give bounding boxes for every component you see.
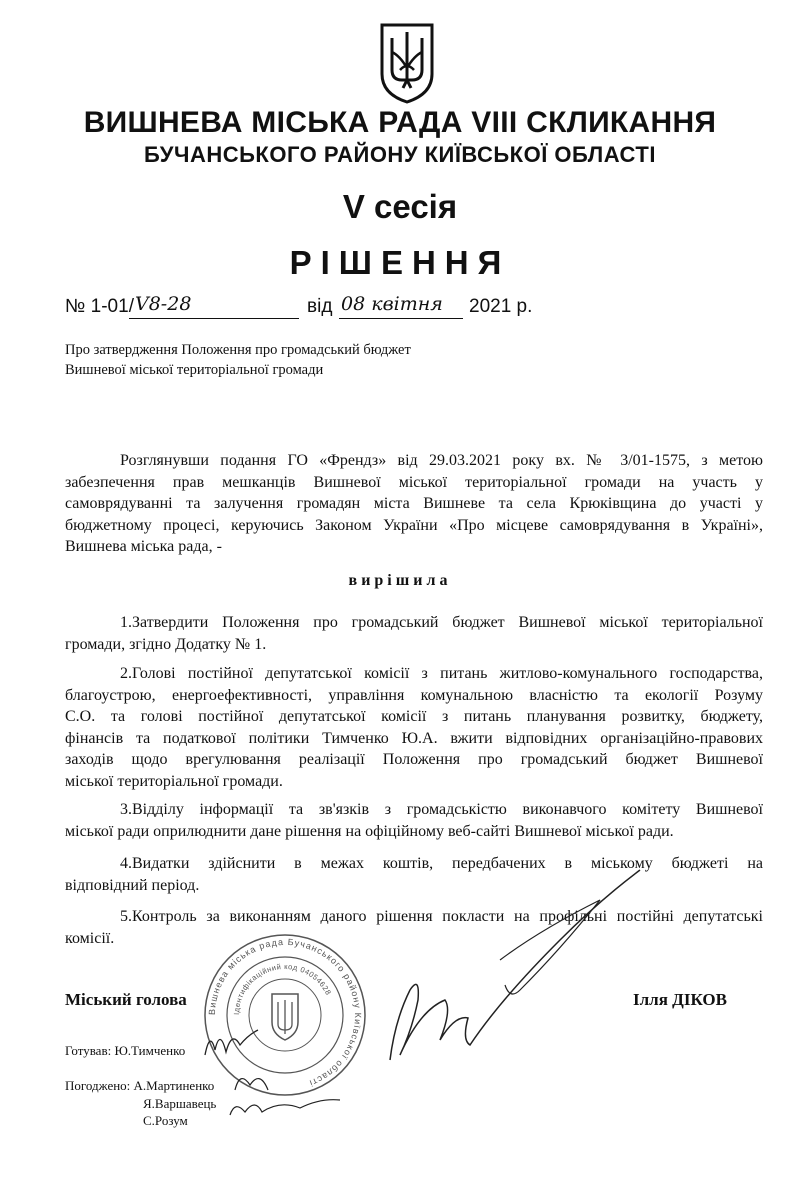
district-title: БУЧАНСЬКОГО РАЙОНУ КИЇВСЬКОЇ ОБЛАСТІ: [144, 142, 656, 167]
number-prefix: № 1-01/: [65, 296, 134, 317]
item-line: 1.Затвердити Положення про громадський бюджет Вишневої міської територіальної: [120, 614, 763, 631]
agreed-line: Погоджено: А.Мартиненко: [65, 1078, 215, 1093]
from-label: від: [307, 296, 333, 317]
official-stamp: [200, 930, 370, 1100]
session-title: V сесія: [342, 188, 458, 225]
number-underline: [129, 318, 299, 319]
decision-date: 08 квітня: [341, 293, 443, 315]
decision-number: V8-28: [135, 293, 192, 315]
item-line: 5.Контроль за виконанням даного рішення покласти на профільні постійні депутатські: [120, 908, 763, 925]
agreed-by: [65, 1077, 216, 1130]
subject: [65, 340, 411, 380]
mayor-name: Ілля ДІКОВ: [633, 990, 727, 1009]
subject-line: Вишневої міської територіальної громади: [65, 362, 324, 378]
mayor-signature: [390, 870, 640, 1060]
preamble-line: забезпечення прав мешканців Вишневої міської територіальної громади на участь у: [65, 473, 763, 491]
subject-line: Про затвердження Положення про громадський бюджет: [65, 342, 411, 358]
decision-item-4: [65, 853, 763, 896]
decision-item-2: [65, 663, 763, 792]
agreed-signature-2: [230, 1100, 340, 1115]
number-date-line: [65, 293, 625, 326]
decision-item-3: [65, 799, 763, 842]
svg-text:Ідентифікаційний код 04054628: [232, 962, 333, 1015]
item-line: заходів щодо врегулювання реалізації Положення про громадський бюджет Вишневої: [65, 751, 763, 768]
item-line: комісії.: [65, 929, 115, 947]
preamble: [65, 450, 763, 558]
item-line: 3.Відділу інформації та зв'язків з громадськістю виконавчого комітету Вишневої: [120, 801, 763, 818]
agreed-line: Я.Варшавець: [143, 1095, 217, 1111]
stamp-outer-text: Вишнева міська рада Бучанського району Київської області: [206, 936, 364, 1089]
preamble-line: бюджетному процесі, керуючись Законом України «Про місцеве самоврядування в Україні»,: [65, 516, 763, 534]
item-line: 2.Голові постійної депутатської комісії з питань житлово-комунального господарства,: [120, 665, 763, 682]
coat-of-arms-icon: [378, 22, 436, 104]
preamble-line: Розглянувши подання ГО «Френдз» від 29.03.2021 року вх. № 3/01-1575, з метою: [120, 452, 763, 469]
item-line: 4.Видатки здійснити в межах коштів, передбачених в міському бюджеті на: [120, 855, 763, 872]
resolved-heading: вирішила: [348, 572, 452, 589]
item-line: міської ради оприлюднити дане рішення на офіційному веб-сайті Вишневої міської ради.: [65, 822, 674, 840]
stamp-inner-text: Ідентифікаційний код 04054628: [231, 961, 334, 1016]
decision-year: 2021 р.: [469, 296, 533, 317]
preamble-line: Вишнева міська рада, -: [65, 538, 222, 555]
decision-item-1: [65, 612, 763, 655]
item-line: фінансів та податкової політики Тимченко Ю.А. вжити відповідних організаційно-правових: [65, 729, 763, 747]
document-type: РІШЕННЯ: [289, 244, 511, 281]
mayor-title: Міський голова: [65, 990, 187, 1009]
decision-item-5: [65, 906, 763, 949]
council-title: ВИШНЕВА МІСЬКА РАДА VIII СКЛИКАННЯ: [83, 106, 717, 139]
prepared-by: Готував: Ю.Тимченко: [65, 1043, 186, 1058]
item-line: С.О. та голові постійної депутатської комісії з питань планування розвитку, бюджету,: [65, 708, 763, 725]
date-underline: [339, 318, 463, 319]
preamble-line: самоврядуванні та залучення громадян міста Вишневе та села Крюківщина до участі у: [65, 495, 763, 512]
item-line: громади, згідно Додатку № 1.: [65, 635, 267, 653]
item-line: міської територіальної громади.: [65, 772, 283, 790]
item-line: благоустрою, енергоефективності, управління комунальною власністю та екології Розуму: [65, 686, 763, 704]
item-line: відповідний період.: [65, 876, 200, 894]
agreed-line: С.Розум: [143, 1113, 188, 1128]
